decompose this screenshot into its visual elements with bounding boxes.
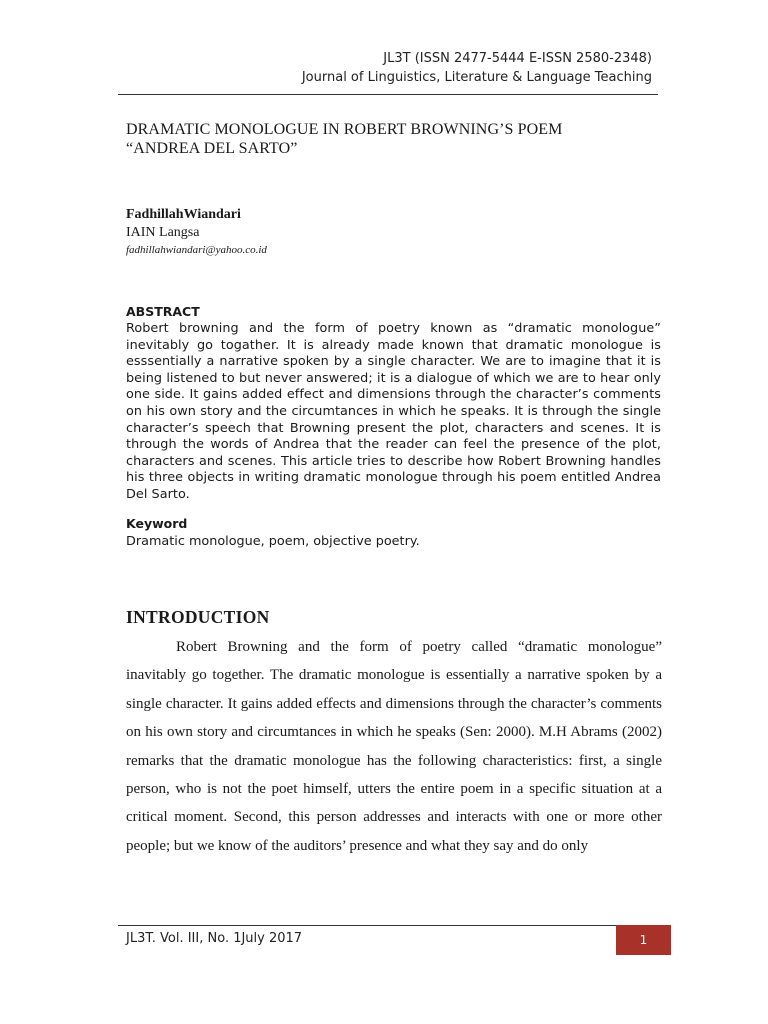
author-name: FadhillahWiandari [126,207,241,222]
introduction-body: Robert Browning and the form of poetry called “dramatic monologue” inavitably go together. The dramatic monologue is essentially a narrative spoken by a single character. It gains added effects and dimensions through the character’s comments on his own story and circumtances in which he speaks (Sen: 2000). M.H Abrams (2002) remarks that the dramatic monologue has the following characteristics: first, a single person, who is not the poet himself, utters the entire poem in a specific situation at a critical moment. Second, this person addresses and interacts with one or more other people; but we know of the auditors’ presence and what they say and do only [126,639,662,854]
author-affiliation: IAIN Langsa [126,225,200,240]
paper-title [126,120,666,158]
keyword-body: Dramatic monologue, poem, objective poetry. [126,534,420,549]
header-divider [118,94,658,95]
abstract-heading: ABSTRACT [126,304,200,319]
title-line-2: “ANDREA DEL SARTO” [126,140,298,157]
author-block [126,206,526,258]
footer-divider [118,925,616,926]
abstract-body: Robert browning and the form of poetry known as “dramatic monologue” inevitably go togather. It is already made known that dramatic monologue is esssentially a narrative spoken by a single character. We are to imagine that it is being listened to but never answered; it is a dialogue of which we are to hear only one side. It gains added effect and dimensions through the character’s comments on his own story and the circumtances in which he speaks. It is through the single character’s speech that Browning present the plot, characters and scenes. It is through the words of Andrea that the reader can feel the presence of the plot, characters and scenes. This article tries to describe how Robert Browning handles his three objects in writing dramatic monologue through his poem entitled Andrea Del Sarto. [126,321,661,502]
page-number-badge [616,925,671,955]
journal-name: Journal of Linguistics, Literature & Language Teaching [301,70,652,85]
author-email: fadhillahwiandari@yahoo.co.id [126,244,267,256]
footer-citation: JL3T. Vol. III, No. 1July 2017 [126,931,303,946]
journal-issn: JL3T (ISSN 2477-5444 E-ISSN 2580-2348) [383,51,652,66]
title-line-1: DRAMATIC MONOLOGUE IN ROBERT BROWNING’S POEM [126,121,563,138]
keyword-heading: Keyword [126,516,188,531]
journal-header [152,49,652,87]
page-number: 1 [639,933,648,947]
introduction-heading: INTRODUCTION [126,607,270,627]
